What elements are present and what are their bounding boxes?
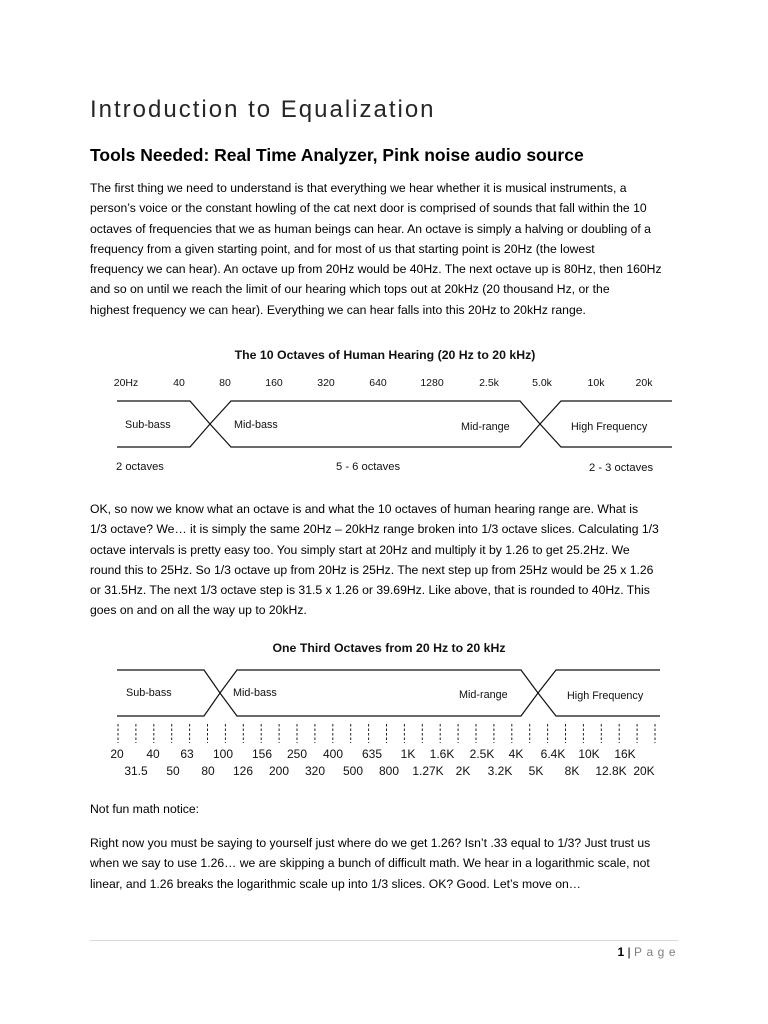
scale-label: 2.5K xyxy=(469,747,495,761)
paragraph-line: goes on and on all the way up to 20kHz. xyxy=(90,603,307,618)
page-number: 1 xyxy=(617,945,625,959)
paragraph-line: octaves of frequencies that we as human beings can hear. An octave is simply a halving or doubling of a xyxy=(90,221,651,236)
frequency-label: 80 xyxy=(219,377,231,389)
octave-counts xyxy=(116,461,653,474)
third-octaves-diagram xyxy=(0,635,768,785)
scale-label: 100 xyxy=(212,747,234,761)
footer-separator: | xyxy=(627,945,631,959)
scale-label: 80 xyxy=(201,764,215,778)
scale-label: 400 xyxy=(322,747,344,761)
paragraph-line: frequency we can hear). An octave up from 20Hz would be 40Hz. The next octave up is 80Hz, then 160Hz xyxy=(90,262,662,277)
band-label-sub-bass: Sub-bass xyxy=(125,419,171,431)
scale-label: 5K xyxy=(528,764,544,778)
scale-label: 16K xyxy=(614,747,636,761)
document-title: Introduction to Equalization xyxy=(90,96,436,123)
scale-label: 250 xyxy=(286,747,308,761)
band-label-mid-range: Mid-range xyxy=(459,689,508,701)
page-label: Page xyxy=(633,945,680,959)
diagram-title: The 10 Octaves of Human Hearing (20 Hz to 20 kHz) xyxy=(234,348,536,362)
scale-label: 12.8K xyxy=(595,764,627,778)
third-octave-paragraph xyxy=(90,499,659,621)
scale-label: 20 xyxy=(110,747,124,761)
frequency-label: 2.5k xyxy=(479,377,499,389)
paragraph-line: round this to 25Hz. So 1/3 octave up from 20Hz is 25Hz. The next step up from 25Hz would be 25 x 1.26 xyxy=(90,562,654,577)
frequency-label: 20k xyxy=(635,377,653,389)
band-label-mid-bass: Mid-bass xyxy=(233,687,277,699)
scale-label: 10K xyxy=(578,747,600,761)
math-notice-paragraph xyxy=(90,833,650,894)
paragraph-line: highest frequency we can hear). Everything we can hear falls into this 20Hz to 20kHz range. xyxy=(90,302,586,317)
band-label-high-frequency: High Frequency xyxy=(567,690,644,702)
frequency-label: 40 xyxy=(173,377,185,389)
scale-labels-top xyxy=(110,747,635,761)
tools-needed-heading: Tools Needed: Real Time Analyzer, Pink noise audio source xyxy=(90,145,584,165)
frequency-label: 5.0k xyxy=(532,377,552,389)
scale-label: 50 xyxy=(166,764,180,778)
scale-label: 8K xyxy=(564,764,580,778)
scale-label: 20K xyxy=(633,764,655,778)
scale-label: 6.4K xyxy=(540,747,566,761)
paragraph-line: when we say to use 1.26… we are skipping a bunch of difficult math. We hear in a logarithmic scale, not xyxy=(90,856,650,871)
scale-label: 63 xyxy=(180,747,194,761)
paragraph-line: OK, so now we know what an octave is and what the 10 octaves of human hearing range are. What is xyxy=(90,502,639,516)
paragraph-line: frequency from a given starting point, and for most of us that starting point is 20Hz (the lowest xyxy=(90,241,595,256)
frequency-label: 320 xyxy=(317,377,335,389)
paragraph-line: linear, and 1.26 breaks the logarithmic scale up into 1/3 slices. OK? Good. Let’s move on… xyxy=(90,876,581,891)
paragraph-line: Right now you must be saying to yourself just where do we get 1.26? Isn’t .33 equal to 1/3? Just trust us xyxy=(90,836,651,850)
scale-labels-bottom xyxy=(124,764,654,778)
scale-label: 635 xyxy=(361,747,383,761)
scale-label: 2K xyxy=(455,764,471,778)
paragraph-line: person’s voice or the constant howling of the cat next door is comprised of sounds that fall within the 10 xyxy=(90,201,647,216)
band-labels xyxy=(126,687,644,702)
intro-paragraph xyxy=(90,178,662,320)
scale-label: 1.27K xyxy=(412,764,444,778)
scale-label: 4K xyxy=(508,747,524,761)
frequency-label: 20Hz xyxy=(113,377,139,389)
ten-octaves-diagram xyxy=(0,340,768,480)
octave-count-mid: 5 - 6 octaves xyxy=(336,461,401,473)
frequency-scale xyxy=(114,377,653,389)
frequency-label: 1280 xyxy=(420,377,444,389)
band-label-mid-bass: Mid-bass xyxy=(234,419,278,431)
paragraph-line: The first thing we need to understand is that everything we hear whether it is musical instruments, a xyxy=(90,181,627,195)
frequency-label: 160 xyxy=(265,377,283,389)
band-label-high-frequency: High Frequency xyxy=(571,421,648,433)
octave-count-low: 2 octaves xyxy=(116,461,164,473)
band-label-mid-range: Mid-range xyxy=(461,421,510,433)
scale-label: 200 xyxy=(268,764,290,778)
scale-label: 126 xyxy=(232,764,254,778)
paragraph-line: or 31.5Hz. The next 1/3 octave step is 31.5 x 1.26 or 39.69Hz. Like above, that is rounded to 40Hz. This xyxy=(90,583,650,598)
scale-label: 500 xyxy=(342,764,364,778)
scale-label: 3.2K xyxy=(487,764,513,778)
paragraph-line: octave intervals is pretty easy too. You simply start at 20Hz and multiply it by 1.26 to get 25.2Hz. We xyxy=(90,542,630,557)
scale-label: 320 xyxy=(304,764,326,778)
paragraph-line: and so on until we reach the limit of our hearing which tops out at 20kHz (20 thousand Hz, or the xyxy=(90,282,610,297)
scale-label: 800 xyxy=(378,764,400,778)
paragraph-line: 1/3 octave? We… it is simply the same 20Hz – 20kHz range broken into 1/3 octave slices. Calculating 1/3 xyxy=(90,522,659,537)
frequency-label: 640 xyxy=(369,377,387,389)
band-label-sub-bass: Sub-bass xyxy=(126,687,172,699)
octave-count-high: 2 - 3 octaves xyxy=(589,462,654,474)
tick-marks xyxy=(118,724,655,743)
scale-label: 1K xyxy=(400,747,416,761)
scale-label: 40 xyxy=(146,747,160,761)
footer-divider xyxy=(90,940,678,941)
scale-label: 31.5 xyxy=(124,764,148,778)
scale-label: 1.6K xyxy=(429,747,455,761)
page-footer xyxy=(617,944,680,960)
math-notice-heading: Not fun math notice: xyxy=(90,802,200,816)
diagram-title: One Third Octaves from 20 Hz to 20 kHz xyxy=(272,641,506,655)
scale-label: 156 xyxy=(251,747,273,761)
frequency-label: 10k xyxy=(587,377,605,389)
